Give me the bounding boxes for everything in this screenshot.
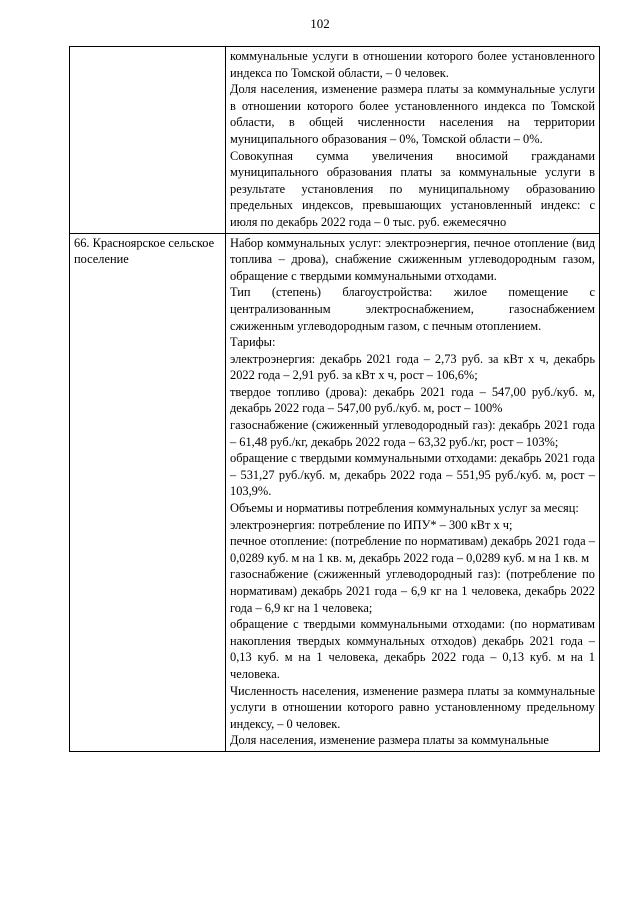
paragraph: Доля населения, изменение размера платы за коммунальные услуги в отношении которого более установленного индекса по Томской области, в общей численности населения на территории муниципального образования – 0%, Томской области – 0%. bbox=[230, 82, 595, 146]
paragraph: обращение с твердыми коммунальными отходами: (по нормативам накопления твердых коммунальных отходов) декабрь 2021 года – 0,13 куб. м на 1 человека, декабрь 2022 года – 0,13 куб. м на 1 человека. bbox=[230, 617, 595, 681]
paragraph: Набор коммунальных услуг: электроэнергия, печное отопление (вид топлива – дрова), снабжение сжиженным углеводородным газом, обращение с твердыми коммунальными отходами. bbox=[230, 235, 595, 283]
paragraph: газоснабжение (сжиженный углеводородный газ): декабрь 2021 года – 61,48 руб./кг, декабрь 2022 года – 63,32 руб./кг, рост – 103%; bbox=[230, 418, 595, 449]
paragraph: Тарифы: bbox=[230, 335, 276, 350]
paragraph: обращение с твердыми коммунальными отходами: декабрь 2021 года – 531,27 руб./куб. м, декабрь 2022 года – 551,95 руб./куб. м, рост – 103,9%. bbox=[230, 451, 595, 499]
table-row-66 bbox=[70, 233, 600, 751]
municipal-indices-table bbox=[69, 46, 600, 752]
paragraph: Объемы и нормативы потребления коммунальных услуг за месяц: bbox=[230, 501, 579, 516]
paragraph: Тип (степень) благоустройства: жилое помещение с централизованным электроснабжением, газоснабжением сжиженным углеводородным газом, с печным отоплением. bbox=[230, 285, 595, 333]
municipality-cell-empty bbox=[70, 47, 226, 234]
table-row-continued bbox=[70, 47, 600, 234]
paragraph: Доля населения, изменение размера платы за коммунальные bbox=[230, 733, 549, 748]
paragraph: печное отопление: (потребление по нормативам) декабрь 2021 года – 0,0289 куб. м на 1 кв. м, декабрь 2022 года – 0,0289 куб. м на 1 кв. м bbox=[230, 534, 595, 565]
municipality-name: 66. Красноярское сельское поселение bbox=[74, 235, 215, 267]
page-number: 102 bbox=[310, 16, 330, 31]
paragraph: Численность населения, изменение размера платы за коммунальные услуги в отношении которого равно установленному предельному индексу, – 0 человек. bbox=[230, 683, 595, 731]
paragraph: газоснабжение (сжиженный углеводородный газ): (потребление по нормативам) декабрь 2021 года – 6,9 кг на 1 человека, декабрь 2022 года – 6,9 кг на 1 человека; bbox=[230, 567, 595, 615]
details-cell bbox=[226, 47, 600, 234]
paragraph: электроэнергия: декабрь 2021 года – 2,73 руб. за кВт х ч, декабрь 2022 года – 2,91 руб. за кВт х ч, рост – 106,6%; bbox=[230, 351, 595, 383]
paragraph: Совокупная сумма увеличения вносимой гражданами муниципального образования платы за коммунальные услуги в результате установления по муниципальному образованию предельных индексов, превышающих установленный индекс: с июля по декабрь 2022 года – 0 тыс. руб. ежемесячно bbox=[230, 148, 595, 229]
municipality-name-cell bbox=[70, 233, 226, 751]
details-cell bbox=[226, 233, 600, 751]
paragraph: твердое топливо (дрова): декабрь 2021 года – 547,00 руб./куб. м, декабрь 2022 года – 547,00 руб./куб. м, рост – 100% bbox=[230, 384, 595, 416]
paragraph: коммунальные услуги в отношении которого более установленного индекса по Томской области, – 0 человек. bbox=[230, 49, 595, 80]
paragraph: электроэнергия: потребление по ИПУ* – 300 кВт х ч; bbox=[230, 517, 513, 532]
